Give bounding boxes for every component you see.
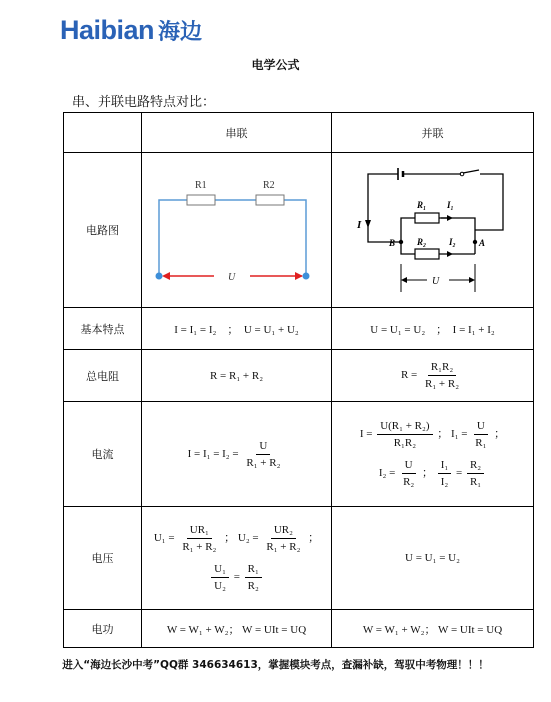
voltage-arrowhead-right <box>295 272 303 280</box>
node-a <box>472 240 476 244</box>
power-parallel: W = W₁ + W₂； W = UIt = UQ <box>332 610 534 648</box>
branch1-arrowhead <box>447 215 453 221</box>
series-wire-right <box>284 200 306 276</box>
branch2-arrowhead <box>447 251 453 257</box>
label-u-parallel: U <box>431 276 439 287</box>
label-node-a: A <box>478 238 485 248</box>
current-series-fraction <box>243 439 283 470</box>
footer-note: 进入“海边长沙中考”QQ群 346634613，掌握模块考点，查漏补缺，驾驭中考物理！！！ <box>62 659 489 671</box>
voltage-series-c-right <box>245 562 262 593</box>
label-voltage: 电压 <box>64 507 142 610</box>
row-resistance <box>64 350 534 402</box>
fraction-denominator: I₂ <box>440 476 449 488</box>
branch1-right-wire <box>439 218 475 254</box>
branch2-left-wire <box>401 242 415 254</box>
header-row <box>64 113 534 153</box>
current-parallel-f3 <box>400 458 417 489</box>
fraction-numerator: U₁ <box>211 562 229 578</box>
basic-series: I = I₁ = I₂ ； U = U₁ + U₂ <box>142 308 332 350</box>
fraction-denominator: R₁R₂ <box>393 437 417 449</box>
resistance-parallel <box>332 350 534 402</box>
fraction-numerator: UR₂ <box>271 523 296 539</box>
parallel-wire-right <box>475 174 503 230</box>
resistance-parallel-fraction <box>422 360 462 391</box>
current-parallel <box>332 402 534 507</box>
current-parallel-f2-lhs: I₁ = <box>451 428 468 441</box>
branch1-left-wire <box>401 218 415 242</box>
u-arrowhead-left <box>401 277 407 283</box>
power-series: W = W₁ + W₂； W = UIt = UQ <box>142 610 332 648</box>
node-b <box>398 240 402 244</box>
separator: ； <box>421 467 433 480</box>
fraction-denominator: R₂ <box>247 580 259 592</box>
current-parallel-f3-lhs: I₂ = <box>378 467 396 480</box>
resistor-r1-parallel <box>415 213 439 223</box>
separator: ； <box>437 428 449 441</box>
header-empty <box>64 113 142 153</box>
logo-chinese-text: 海边 <box>158 19 203 45</box>
current-parallel-f1 <box>377 419 432 450</box>
fraction-numerator: U(R₁ + R₂) <box>377 419 432 435</box>
resistor-r1 <box>187 195 215 205</box>
label-r1: R1 <box>194 180 207 191</box>
label-r1-parallel: R₁ <box>416 200 426 210</box>
voltage-series-b <box>263 523 303 554</box>
label-power: 电功 <box>64 610 142 648</box>
separator: ； <box>308 532 320 545</box>
label-current: 电流 <box>64 402 142 507</box>
series-wire-left <box>159 200 187 276</box>
resistance-series: R = R₁ + R₂ <box>142 350 332 402</box>
voltage-arrowhead-left <box>162 272 170 280</box>
label-i-main: I <box>356 219 361 231</box>
fraction-denominator: R₁ + R₂ <box>182 541 217 553</box>
label-i2: I₂ <box>448 237 456 247</box>
label-r2-parallel: R₂ <box>416 237 426 247</box>
main-current-arrow <box>365 220 371 228</box>
parallel-circuit-diagram <box>353 160 513 300</box>
separator: ； <box>224 532 236 545</box>
label-voltage-u: U <box>227 272 235 283</box>
current-parallel-f1-lhs: I = <box>359 428 373 441</box>
equals-sign: = <box>455 467 463 480</box>
fraction-numerator: R₁R₂ <box>428 360 456 376</box>
resistor-r2 <box>256 195 284 205</box>
brand-logo <box>60 16 202 44</box>
label-resistance: 总电阻 <box>64 350 142 402</box>
current-parallel-f4-right <box>467 458 484 489</box>
label-basic: 基本特点 <box>64 308 142 350</box>
fraction-numerator: R₂ <box>467 458 484 474</box>
row-voltage <box>64 507 534 610</box>
row-diagram <box>64 153 534 308</box>
header-parallel: 并联 <box>332 113 534 153</box>
current-parallel-line2 <box>332 458 533 489</box>
fraction-numerator: U <box>256 439 270 455</box>
fraction-denominator: R₁ <box>469 476 482 488</box>
document-title: 电学公式 <box>251 58 300 72</box>
parallel-wire-top-left <box>368 174 398 226</box>
fraction-numerator: I₁ <box>438 458 452 474</box>
current-parallel-f4-left <box>438 458 452 489</box>
voltage-series-a-lhs: U₁ = <box>153 532 175 545</box>
fraction-denominator: R₂ <box>403 476 415 488</box>
terminal-left <box>155 273 162 280</box>
equals-sign: = <box>233 571 240 584</box>
separator: ； <box>494 428 506 441</box>
current-series-lhs: I = I₁ = I₂ = <box>187 447 239 460</box>
fraction-numerator: U <box>474 419 488 435</box>
logo-latin-text: Haibian <box>60 14 155 45</box>
resistance-parallel-lhs: R = <box>400 369 418 382</box>
label-r2: R2 <box>262 180 275 191</box>
label-node-b: B <box>388 238 395 248</box>
fraction-numerator: UR₁ <box>187 523 212 539</box>
voltage-series-line2 <box>142 562 331 593</box>
fraction-denominator: R₁ + R₂ <box>246 456 281 469</box>
section-heading: 串、并联电路特点对比： <box>72 95 216 110</box>
voltage-series <box>142 507 332 610</box>
comparison-table <box>63 112 534 648</box>
current-series <box>142 402 332 507</box>
basic-parallel: U = U₁ = U₂ ； I = I₁ + I₂ <box>332 308 534 350</box>
voltage-parallel: U = U₁ = U₂ <box>332 507 534 610</box>
resistor-r2-parallel <box>415 249 439 259</box>
fraction-denominator: R₁ + R₂ <box>266 541 301 553</box>
parallel-diagram-cell <box>332 153 534 308</box>
label-i1: I₁ <box>446 200 454 210</box>
voltage-series-a <box>179 523 219 554</box>
terminal-right <box>302 273 309 280</box>
fraction-denominator: R₁ <box>475 437 487 449</box>
current-parallel-f2 <box>472 419 489 450</box>
fraction-denominator: U₂ <box>214 580 226 592</box>
fraction-numerator: U <box>402 458 416 474</box>
row-current <box>64 402 534 507</box>
series-circuit-diagram <box>152 170 322 290</box>
row-basic <box>64 308 534 350</box>
fraction-denominator: R₁ + R₂ <box>424 378 460 390</box>
voltage-series-c-left <box>211 562 229 593</box>
parallel-wire-bottom-left <box>368 226 401 242</box>
current-parallel-line1 <box>332 419 533 450</box>
voltage-series-line1 <box>142 523 331 554</box>
header-series: 串联 <box>142 113 332 153</box>
voltage-series-b-lhs: U₂ = <box>237 532 259 545</box>
u-arrowhead-right <box>469 277 475 283</box>
switch-lever <box>463 170 479 173</box>
series-diagram-cell <box>142 153 332 308</box>
label-diagram: 电路图 <box>64 153 142 308</box>
fraction-numerator: R₁ <box>245 562 262 578</box>
row-power <box>64 610 534 648</box>
